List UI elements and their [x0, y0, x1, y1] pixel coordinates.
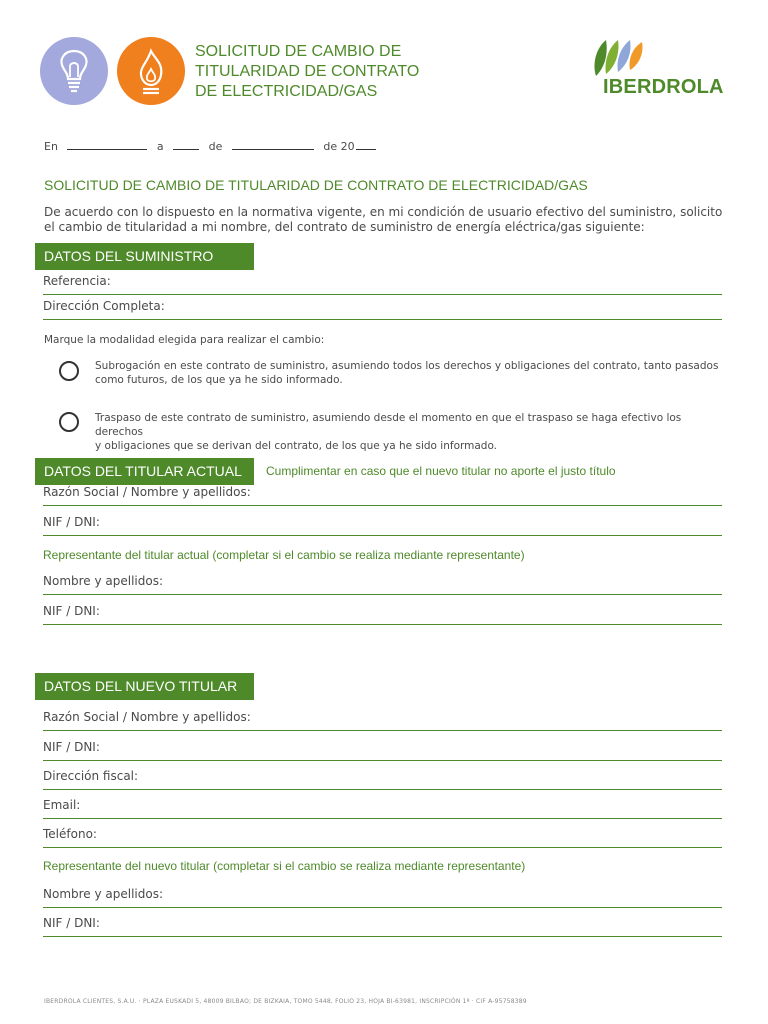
place-blank[interactable]: [67, 138, 147, 150]
titular-actual-nif-field[interactable]: NIF / DNI:: [43, 515, 722, 536]
flame-icon: [117, 37, 185, 105]
modalidad-prompt: Marque la modalidad elegida para realizar el cambio:: [44, 334, 325, 346]
direccion-field[interactable]: Dirección Completa:: [43, 299, 722, 320]
date-line: [44, 138, 382, 153]
section-suministro-heading: DATOS DEL SUMINISTRO: [35, 243, 254, 270]
date-en-label: En: [44, 140, 58, 153]
titular-actual-note: Cumplimentar en caso que el nuevo titular no aporte el justo título: [266, 464, 616, 478]
day-blank[interactable]: [173, 138, 199, 150]
titular-actual-razon-social-field[interactable]: Razón Social / Nombre y apellidos:: [43, 485, 722, 506]
nuevo-titular-representante-note: Representante del nuevo titular (completar si el cambio se realiza mediante representante): [43, 859, 526, 873]
nuevo-titular-rep-nombre-field[interactable]: Nombre y apellidos:: [43, 887, 722, 908]
nuevo-titular-email-field[interactable]: Email:: [43, 798, 722, 819]
nuevo-titular-rep-nif-field[interactable]: NIF / DNI:: [43, 916, 722, 937]
nuevo-titular-telefono-field[interactable]: Teléfono:: [43, 827, 722, 848]
section-nuevo-titular-heading: DATOS DEL NUEVO TITULAR: [35, 673, 254, 700]
document-heading: SOLICITUD DE CAMBIO DE TITULARIDAD DE CONTRATO DE ELECTRICIDAD/GAS: [44, 177, 588, 193]
titular-actual-rep-nombre-field[interactable]: Nombre y apellidos:: [43, 574, 722, 595]
year-blank[interactable]: [356, 138, 376, 150]
date-de-label: de: [208, 140, 223, 153]
nuevo-titular-nif-field[interactable]: NIF / DNI:: [43, 740, 722, 761]
company-footer: IBERDROLA CLIENTES, S.A.U. · PLAZA EUSKADI 5, 48009 BILBAO; DE BIZKAIA, TOMO 5448, FOLIO 23, HOJA BI-63981, INSCRIPCIÓN 1ª · CIF A-95758389: [44, 998, 527, 1005]
logo-text: IBERDROLA: [603, 76, 724, 98]
nuevo-titular-direccion-fiscal-field[interactable]: Dirección fiscal:: [43, 769, 722, 790]
referencia-field[interactable]: Referencia:: [43, 274, 722, 295]
subrogacion-option-text: Subrogación en este contrato de suministro, asumiendo todos los derechos y obligaciones del contrato, tanto pasados como futuros, de los que ya he sido informado.: [95, 360, 719, 386]
traspaso-radio[interactable]: [59, 412, 79, 432]
section-titular-actual-heading: DATOS DEL TITULAR ACTUAL: [35, 458, 254, 485]
date-year-label: de 20: [323, 140, 355, 153]
subrogacion-radio[interactable]: [59, 361, 79, 381]
titular-actual-rep-nif-field[interactable]: NIF / DNI:: [43, 604, 722, 625]
month-blank[interactable]: [232, 138, 314, 150]
form-title: SOLICITUD DE CAMBIO DE TITULARIDAD DE CONTRATO DE ELECTRICIDAD/GAS: [195, 43, 420, 100]
titular-actual-representante-note: Representante del titular actual (completar si el cambio se realiza mediante representante): [43, 548, 525, 562]
intro-paragraph: De acuerdo con lo dispuesto en la normativa vigente, en mi condición de usuario efectivo del suministro, solicito el cambio de titularidad a mi nombre, del contrato de suministro de energía eléctrica/gas siguiente:: [44, 205, 723, 234]
lightbulb-icon: [40, 37, 108, 105]
traspaso-option-text: Traspaso de este contrato de suministro, asumiendo desde el momento en que el traspaso se haga efectivo los derechos y obligaciones que se derivan del contrato, de los que ya he sido informado.: [95, 412, 682, 452]
nuevo-titular-razon-social-field[interactable]: Razón Social / Nombre y apellidos:: [43, 710, 722, 731]
date-a-label: a: [156, 140, 164, 153]
